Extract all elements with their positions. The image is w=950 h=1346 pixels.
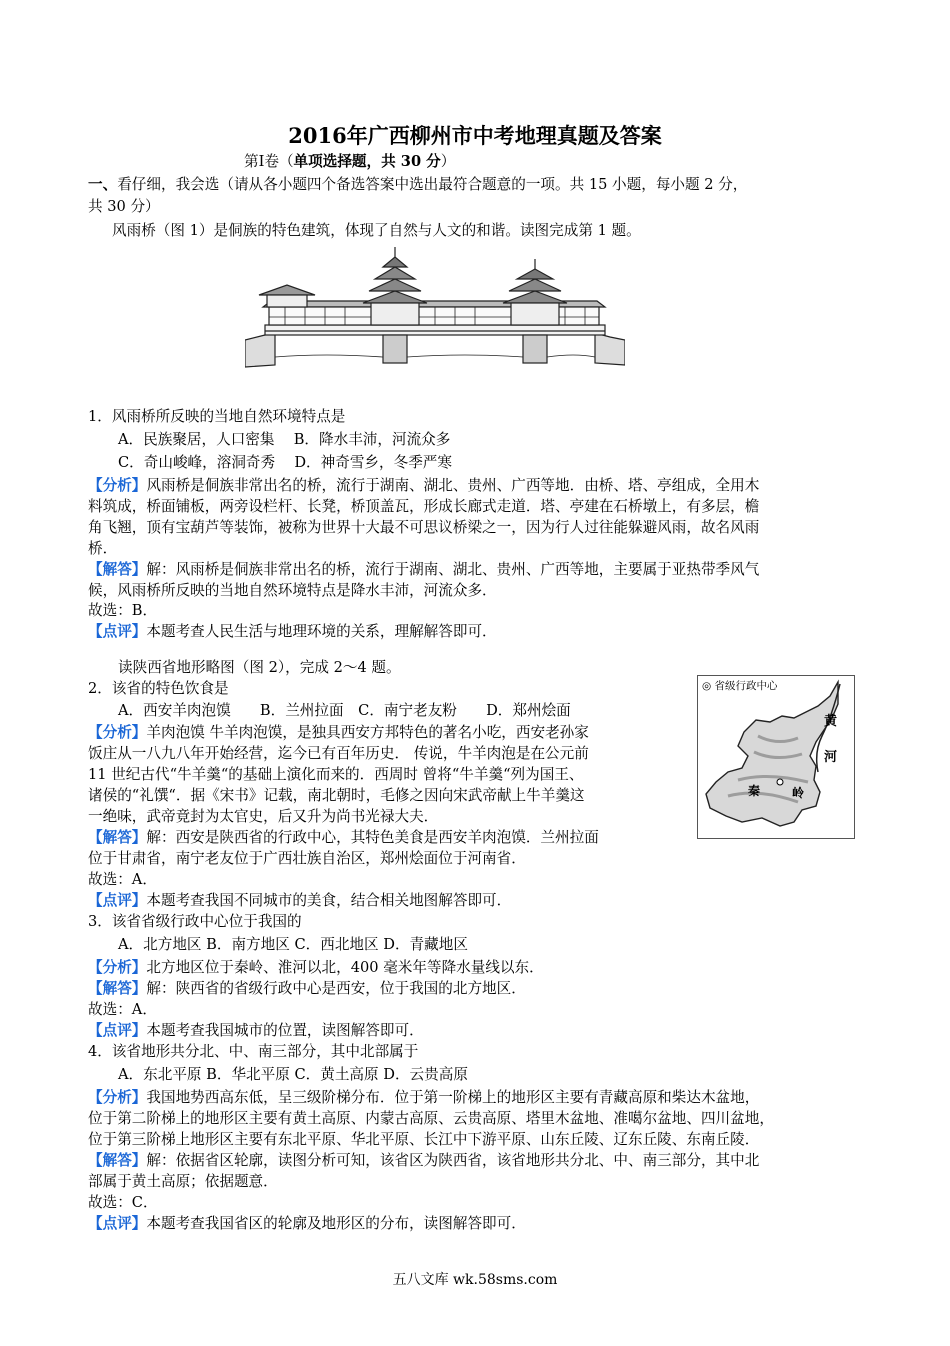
q4-choice: 故选：C． (88, 1194, 158, 1211)
q3-analysis: 【分析】北方地区位于秦岭、淮河以北，400 毫米年等降水量线以东． (88, 959, 544, 976)
map-label-mountain2: 岭 (792, 786, 805, 800)
section-heading: 第Ⅰ卷（单项选择题，共 30 分） (244, 153, 456, 170)
q4-analysis-line: 【分析】我国地势西高东低，呈三级阶梯分布．位于第一阶梯上的地形区主要有青藏高原和柴达木盆地， (88, 1089, 760, 1106)
q2-analysis-line: 诸侯的“礼馔“．据《宋书》记载，南北朝时，毛修之因向宋武帝献上牛羊羹这 (88, 787, 585, 804)
q1-options-ab: A．民族聚居，人口密集 B．降水丰沛，河流众多 (118, 431, 451, 448)
instructions-line1: 一、看仔细，我会选（请从各小题四个备选答案中选出最符合题意的一项。共 15 小题，每小题 2 分， (88, 176, 748, 193)
q2-options: A．西安羊肉泡馍 B．兰州拉面 C．南宁老友粉 D．郑州烩面 (118, 702, 571, 719)
q2-answer-line: 【解答】解：西安是陕西省的行政中心，其特色美食是西安羊肉泡馍．兰州拉面 (88, 829, 599, 846)
shaanxi-map (697, 675, 855, 839)
q1-choice: 故选：B． (88, 602, 158, 619)
page-title: 2016年广西柳州市中考地理真题及答案 (288, 123, 662, 148)
intro-figure1: 风雨桥（图 1）是侗族的特色建筑，体现了自然与人文的和谐。读图完成第 1 题。 (112, 222, 641, 239)
q3-stem: 3．该省省级行政中心位于我国的 (88, 913, 302, 930)
q3-comment: 【点评】本题考查我国城市的位置，读图解答即可． (88, 1022, 424, 1039)
q3-answer: 【解答】解：陕西省的省级行政中心是西安，位于我国的北方地区． (88, 980, 526, 997)
q1-analysis-line: 桥． (88, 540, 118, 557)
q3-options: A．北方地区 B．南方地区 C．西北地区 D．青藏地区 (118, 936, 468, 953)
map-label-river2: 河 (824, 750, 838, 765)
q4-answer-line: 【解答】解：依据省区轮廓，读图分析可知，该省区为陕西省，该省地形共分北、中、南三部分，其中北 (88, 1152, 760, 1169)
q1-analysis-line: 【分析】风雨桥是侗族非常出名的桥，流行于湖南、湖北、贵州、广西等地．由桥、塔、亭组成，全用木 (88, 477, 760, 494)
q1-answer-line: 【解答】解：风雨桥是侗族非常出名的桥，流行于湖南、湖北、贵州、广西等地，主要属于亚热带季风气 (88, 561, 760, 578)
instructions-line2: 共 30 分） (88, 198, 160, 215)
bridge-illustration (245, 245, 625, 375)
q1-stem: 1．风雨桥所反映的当地自然环境特点是 (88, 408, 346, 425)
q2-comment: 【点评】本题考查我国不同城市的美食，结合相关地图解答即可． (88, 892, 512, 909)
q4-answer-line: 部属于黄土高原；依据题意． (88, 1173, 278, 1190)
map-label-mountain1: 秦 (748, 784, 761, 798)
map-label-river1: 黄 (824, 714, 838, 729)
q4-analysis-line: 位于第三阶梯上地形区主要有东北平原、华北平原、长江中下游平原、山东丘陵、辽东丘陵、东南丘陵． (88, 1131, 760, 1148)
intro-figure2: 读陕西省地形略图（图 2），完成 2～4 题。 (118, 659, 401, 676)
q1-options-cd: C．奇山峻峰，溶洞奇秀 D．神奇雪乡，冬季严寒 (118, 454, 452, 471)
q2-stem: 2．该省的特色饮食是 (88, 680, 229, 697)
footer-watermark: 五八文库 wk.58sms.com (392, 1272, 558, 1288)
q1-comment: 【点评】本题考查人民生活与地理环境的关系，理解解答即可． (88, 623, 497, 640)
q4-options: A．东北平原 B．华北平原 C．黄土高原 D．云贵高原 (118, 1066, 468, 1083)
q1-analysis-line: 料筑成，桥面铺板，两旁设栏杆、长凳，桥顶盖瓦，形成长廊式走道．塔、亭建在石桥墩上，有多层，檐 (88, 498, 760, 515)
q3-choice: 故选：A． (88, 1001, 157, 1018)
q4-analysis-line: 位于第二阶梯上的地形区主要有黄土高原、内蒙古高原、云贵高原、塔里木盆地、准噶尔盆地、四川盆地， (88, 1110, 774, 1127)
map-legend: ◎ 省级行政中心 (702, 680, 778, 692)
q2-answer-line: 位于甘肃省，南宁老友位于广西壮族自治区，郑州烩面位于河南省． (88, 850, 526, 867)
q2-analysis-line: 11 世纪古代“牛羊羹“的基础上演化而来的．西周时 曾将“牛羊羹“列为国王、 (88, 766, 584, 783)
q4-comment: 【点评】本题考查我国省区的轮廓及地形区的分布，读图解答即可． (88, 1215, 526, 1232)
q1-analysis-line: 角飞翘，顶有宝葫芦等装饰，被称为世界十大最不可思议桥梁之一，因为行人过往能躲避风雨，故名风雨 (88, 519, 760, 536)
q2-analysis-line: 饭庄从一八九八年开始经营，迄今已有百年历史． 传说，牛羊肉泡是在公元前 (88, 745, 589, 762)
q2-analysis-line: 【分析】羊肉泡馍 牛羊肉泡馍，是独具西安方邦特色的著名小吃，西安老孙家 (88, 724, 589, 741)
q2-choice: 故选：A． (88, 871, 157, 888)
q1-answer-line: 候，风雨桥所反映的当地自然环境特点是降水丰沛，河流众多． (88, 582, 497, 599)
q2-analysis-line: 一绝味，武帝竟封为太官史，后又升为尚书光禄大夫． (88, 808, 439, 825)
q4-stem: 4．该省地形共分北、中、南三部分，其中北部属于 (88, 1043, 419, 1060)
